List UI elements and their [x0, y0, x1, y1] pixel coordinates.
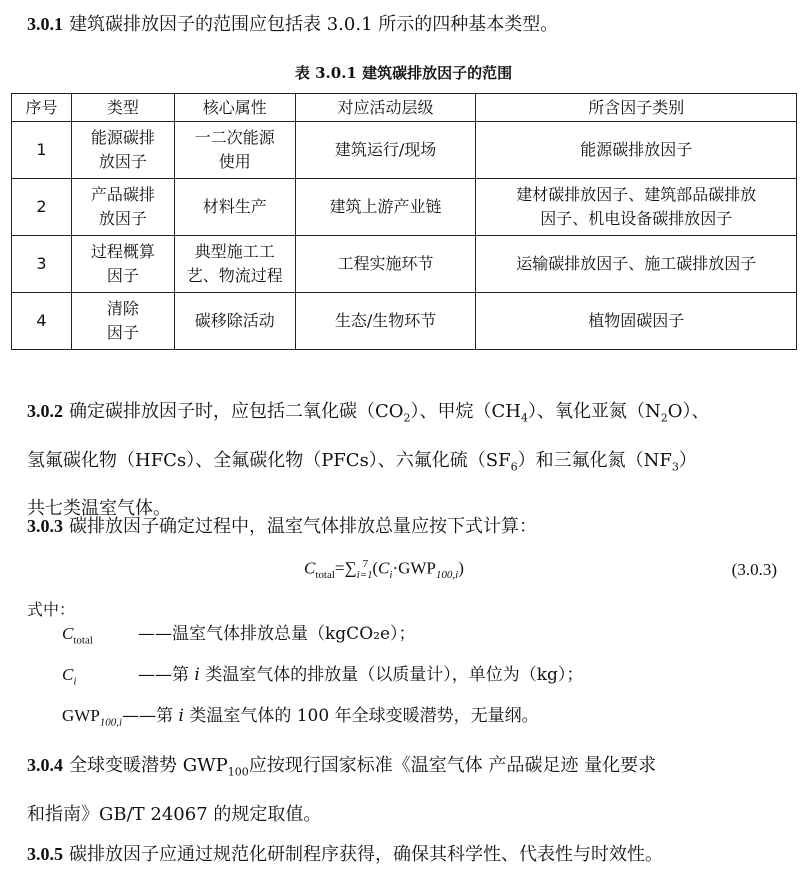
cell-activity-level: 工程实施环节 [295, 236, 476, 293]
cell-factor-category: 植物固碳因子 [476, 293, 797, 350]
where-label: 式中： [27, 600, 76, 619]
clause-text: 碳排放因子应通过规范化研制程序获得，确保其科学性、代表性与时效性。 [69, 844, 663, 865]
carbon-factor-table [11, 93, 797, 350]
cell-type: 产品碳排 放因子 [71, 179, 174, 236]
table-row [12, 236, 797, 293]
equation-expression: $C_{total}=\sum_{i=1}^7$ $(C_i\cdot GWP_{100,i})$ [304, 558, 464, 582]
cell-type: 过程概算 因子 [71, 236, 174, 293]
clause-3-0-1 [27, 6, 797, 43]
clause-text: 碳排放因子确定过程中，温室气体排放总量应按下式计算： [69, 516, 537, 537]
clause-3-0-2: 3.0.2 确定碳排放因子时，应包括二氧化碳$(CO_2)$、甲烷$(CH_4)$、氧化亚氮$(N_2O)$、 氢氟碳化物（HFCs）、全氟碳化物（PFCs）、六氟化硫$(SF_6)$和三氟化氮$(NF_3)$ 共七类温室气体。 [27, 401, 710, 520]
cell-attribute: 典型施工工 艺、物流过程 [174, 236, 295, 293]
cell-factor-category: 建材碳排放因子、建筑部品碳排放 因子、机电设备碳排放因子 [476, 179, 797, 236]
cell-activity-level: 生态/生物环节 [295, 293, 476, 350]
table-row [12, 293, 797, 350]
table-header-row [12, 94, 797, 122]
definition-c-i: $C_i$ ——第 i 类温室气体的排放量（以质量计），单位为（kg）； [62, 665, 584, 688]
clause-number: 3.0.1 [27, 14, 63, 34]
clause-3-0-4: 3.0.4 全球变暖潜势 $GWP_{100}$应按现行国家标准《温室气体 产品碳足迹 量化要求 和指南》GB/T 24067 的规定取值。 [27, 755, 657, 825]
cell-type: 清除 因子 [71, 293, 174, 350]
cell-factor-category: 运输碳排放因子、施工碳排放因子 [476, 236, 797, 293]
cell-activity-level: 建筑上游产业链 [295, 179, 476, 236]
table-row [12, 179, 797, 236]
clause-number: 3.0.5 [27, 844, 63, 864]
clause-number: 3.0.4 [27, 755, 63, 775]
cell-no: 4 [12, 293, 72, 350]
header-no: 序号 [12, 94, 72, 122]
cell-factor-category: 能源碳排放因子 [476, 122, 797, 179]
definition-c-total: $C_{total}$ ——温室气体排放总量（kgCO₂e）； [62, 624, 416, 647]
header-type: 类型 [71, 94, 174, 122]
clause-number: 3.0.3 [27, 516, 63, 536]
cell-attribute: 一二次能源 使用 [174, 122, 295, 179]
clause-3-0-5 [27, 836, 797, 873]
equation-3-0-3 [0, 554, 807, 588]
cell-no: 3 [12, 236, 72, 293]
clause-3-0-3 [27, 508, 797, 545]
table-caption: 表 3.0.1 建筑碳排放因子的范围 [294, 64, 513, 82]
clause-number: 3.0.2 [27, 401, 63, 421]
cell-attribute: 碳移除活动 [174, 293, 295, 350]
header-activity-level: 对应活动层级 [295, 94, 476, 122]
equation-number: (3.0.3) [731, 560, 777, 579]
header-factor-category: 所含因子类别 [476, 94, 797, 122]
header-attribute: 核心属性 [174, 94, 295, 122]
cell-no: 1 [12, 122, 72, 179]
definition-gwp: $GWP_{100,i}——$第 i 类温室气体的 100 年全球变暖潜势，无量纲。 [62, 706, 539, 729]
clause-text: 建筑碳排放因子的范围应包括表 3.0.1 所示的四种基本类型。 [69, 14, 559, 35]
cell-attribute: 材料生产 [174, 179, 295, 236]
cell-type: 能源碳排 放因子 [71, 122, 174, 179]
cell-activity-level: 建筑运行/现场 [295, 122, 476, 179]
table-row [12, 122, 797, 179]
cell-no: 2 [12, 179, 72, 236]
